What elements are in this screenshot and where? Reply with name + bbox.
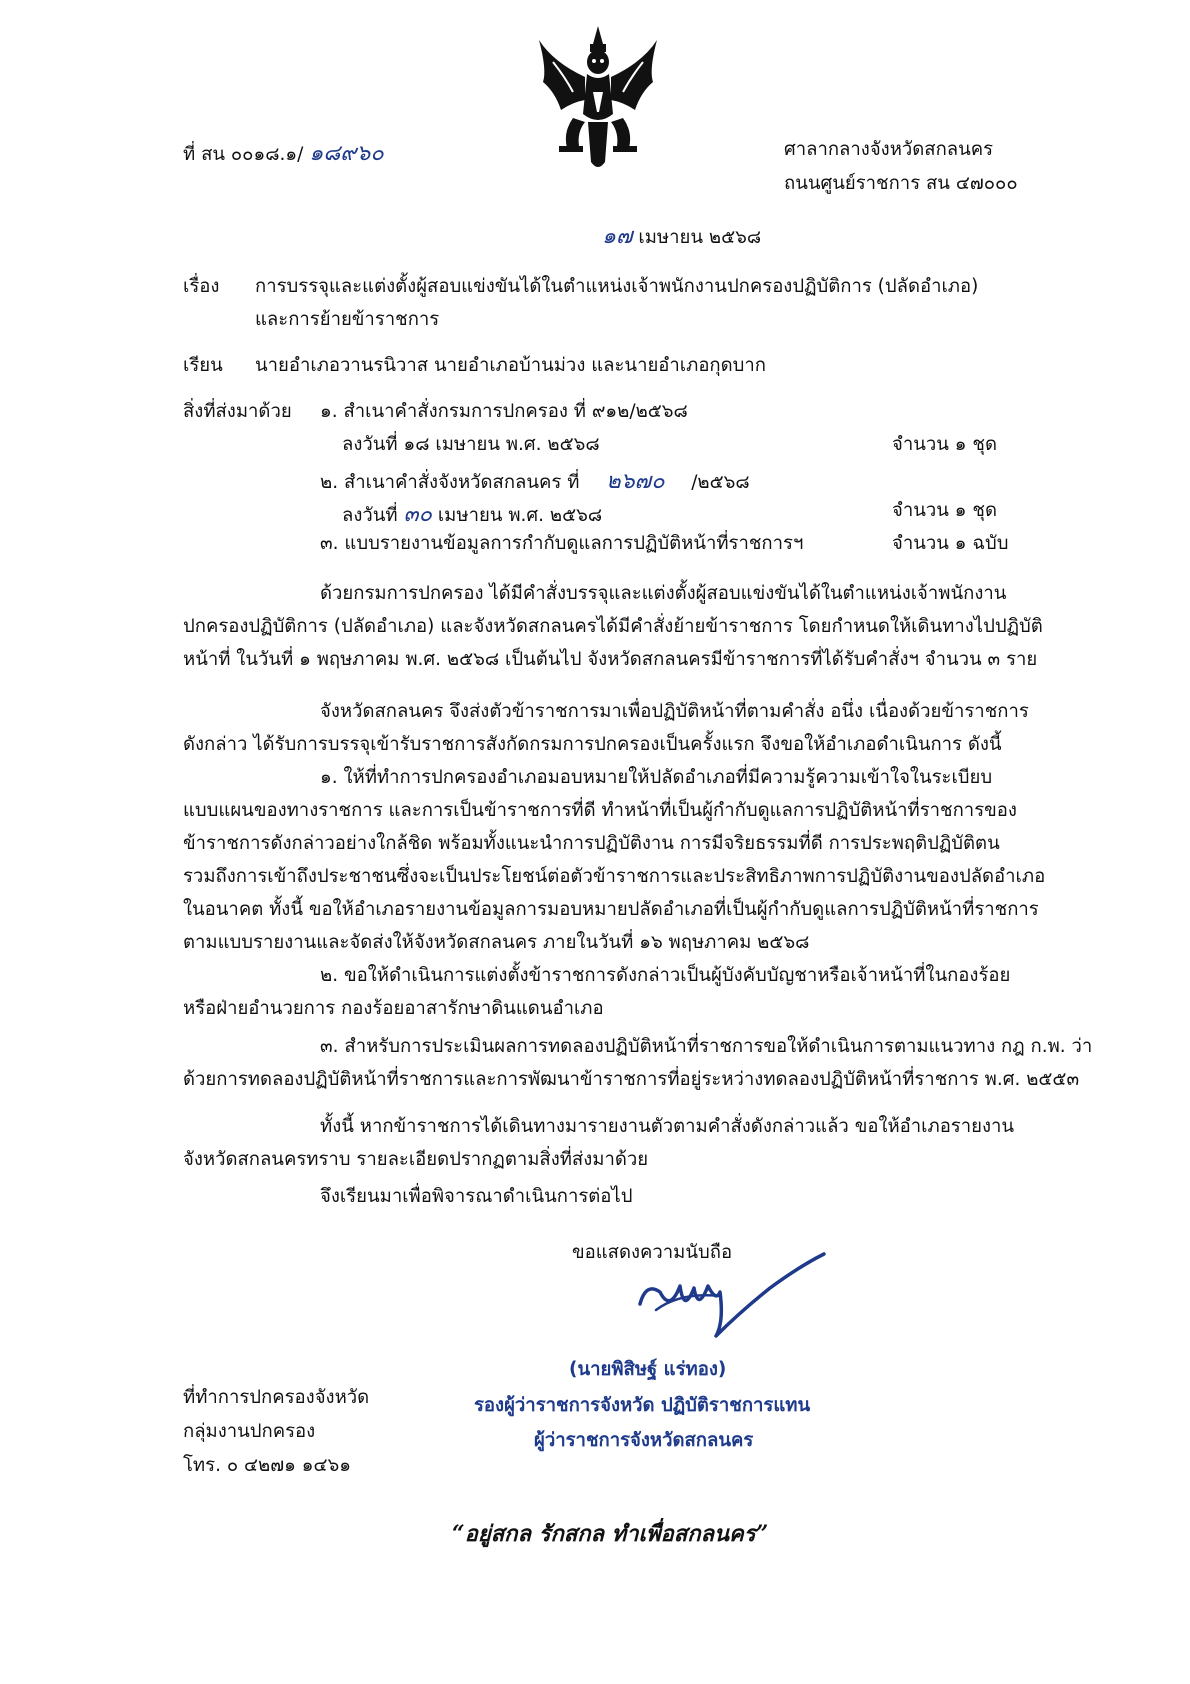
paragraph-1-line1: ด้วยกรมการปกครอง ได้มีคำสั่งบรรจุและแต่งตั้งผู้สอบแข่งขันได้ในตำแหน่งเจ้าพนักงาน <box>320 583 1007 604</box>
footer-phone: โทร. ๐ ๔๒๗๑ ๑๔๖๑ <box>183 1455 351 1476</box>
attachment-2-line2 <box>342 496 602 531</box>
office-address-line2: ถนนศูนย์ราชการ สน ๔๗๐๐๐ <box>784 173 1018 194</box>
paragraph-1-line3: หน้าที่ ในวันที่ ๑ พฤษภาคม พ.ศ. ๒๕๖๘ เป็นต้นไป จังหวัดสกลนครมีข้าราชการที่ได้รับคำสั่งฯ จำนวน ๓ ราย <box>183 649 1038 670</box>
attachments-label: สิ่งที่ส่งมาด้วย <box>183 401 292 422</box>
item-1-line1: ๑. ให้ที่ทำการปกครองอำเภอมอบหมายให้ปลัดอำเภอที่มีความรู้ความเข้าใจในระเบียบ <box>320 767 993 788</box>
subject-line1: การบรรจุและแต่งตั้งผู้สอบแข่งขันได้ในตำแหน่งเจ้าพนักงานปกครองปฏิบัติการ (ปลัดอำเภอ) <box>255 276 979 297</box>
footer-office-line2: กลุ่มงานปกครอง <box>183 1421 316 1442</box>
item-1-line6: ตามแบบรายงานและจัดส่งให้จังหวัดสกลนคร ภายในวันที่ ๑๖ พฤษภาคม ๒๕๖๘ <box>183 932 810 953</box>
doc-number-prefix: ที่ สน ๐๐๑๘.๑/ <box>183 144 304 165</box>
closing-request: จึงเรียนมาเพื่อพิจารณาดำเนินการต่อไป <box>320 1186 633 1207</box>
date-day-handwritten: ๑๗ <box>602 224 633 249</box>
item-2-line1: ๒. ขอให้ดำเนินการแต่งตั้งข้าราชการดังกล่าวเป็นผู้บังคับบัญชาหรือเจ้าหน้าที่ในกองร้อย <box>320 965 1011 986</box>
item-3-line1: ๓. สำหรับการประเมินผลการทดลองปฏิบัติหน้าที่ราชการขอให้ดำเนินการตามแนวทาง กฎ ก.พ. ว่า <box>320 1036 1093 1057</box>
attachment-2-suffix: /๒๕๖๘ <box>691 472 750 493</box>
document-date <box>602 218 761 253</box>
attachment-1-line2: ลงวันที่ ๑๘ เมษายน พ.ศ. ๒๕๖๘ <box>342 434 600 455</box>
attachment-2-prefix: ๒. สำเนาคำสั่งจังหวัดสกลนคร ที่ <box>320 472 580 493</box>
attachment-2-date-suffix: เมษายน พ.ศ. ๒๕๖๘ <box>437 505 603 526</box>
attachment-2-line1 <box>320 463 750 498</box>
motto: “อยู่สกล รักสกล ทำเพื่อสกลนคร” <box>452 1521 769 1547</box>
subject-line2: และการย้ายข้าราชการ <box>255 309 440 330</box>
signer-position-line2: ผู้ว่าราชการจังหวัดสกลนคร <box>534 1430 754 1451</box>
signer-position-line1: รองผู้ว่าราชการจังหวัด ปฏิบัติราชการแทน <box>474 1395 811 1416</box>
paragraph-3-line2: จังหวัดสกลนครทราบ รายละเอียดปรากฏตามสิ่งที่ส่งมาด้วย <box>183 1149 649 1170</box>
date-rest: เมษายน ๒๕๖๘ <box>638 227 762 248</box>
item-1-line3: ข้าราชการดังกล่าวอย่างใกล้ชิด พร้อมทั้งแนะนำการปฏิบัติงาน การมีจริยธรรมที่ดี การประพฤติปฏิบัติตน <box>183 833 1000 854</box>
footer-office-line1: ที่ทำการปกครองจังหวัด <box>183 1387 370 1408</box>
recipient-label: เรียน <box>183 355 223 376</box>
salutation: ขอแสดงความนับถือ <box>572 1242 733 1263</box>
attachment-2-day-handwritten: ๓๐ <box>403 502 432 527</box>
recipient-text: นายอำเภอวานรนิวาส นายอำเภอบ้านม่วง และนายอำเภอกุดบาก <box>255 355 766 376</box>
attachment-3-qty: จำนวน ๑ ฉบับ <box>892 533 1009 554</box>
office-address-line1: ศาลากลางจังหวัดสกลนคร <box>784 139 994 160</box>
paragraph-3-line1: ทั้งนี้ หากข้าราชการได้เดินทางมารายงานตัวตามคำสั่งดังกล่าวแล้ว ขอให้อำเภอรายงาน <box>320 1116 1015 1137</box>
attachment-1-line1: ๑. สำเนาคำสั่งกรมการปกครอง ที่ ๙๑๒/๒๕๖๘ <box>320 401 688 422</box>
paragraph-2-line2: ดังกล่าว ได้รับการบรรจุเข้ารับราชการสังกัดกรมการปกครองเป็นครั้งแรก จึงขอให้อำเภอดำเนินการ ดังนี้ <box>183 734 1002 755</box>
garuda-emblem <box>533 22 663 178</box>
item-1-line2: แบบแผนของทางราชการ และการเป็นข้าราชการที่ดี ทำหน้าที่เป็นผู้กำกับดูแลการปฏิบัติหน้าที่ราชการของ <box>183 800 1017 821</box>
item-1-line5: ในอนาคต ทั้งนี้ ขอให้อำเภอรายงานข้อมูลการมอบหมายปลัดอำเภอที่เป็นผู้กำกับดูแลการปฏิบัติหน้าที่ราชการ <box>183 899 1039 920</box>
attachment-2-date-prefix: ลงวันที่ <box>342 505 398 526</box>
signer-name: (นายพิสิษฐ์ แร่ทอง) <box>569 1359 727 1380</box>
attachment-2-qty: จำนวน ๑ ชุด <box>892 500 997 521</box>
attachment-1-qty: จำนวน ๑ ชุด <box>892 434 997 455</box>
item-1-line4: รวมถึงการเข้าถึงประชาชนซึ่งจะเป็นประโยชน์ต่อตัวข้าราชการและประสิทธิภาพการปฏิบัติงานของปลัดอำเภอ <box>183 866 1046 887</box>
paragraph-2-line1: จังหวัดสกลนคร จึงส่งตัวข้าราชการมาเพื่อปฏิบัติหน้าที่ตามคำสั่ง อนึ่ง เนื่องด้วยข้าราชการ <box>320 701 1029 722</box>
attachment-3: ๓. แบบรายงานข้อมูลการกำกับดูแลการปฏิบัติหน้าที่ราชการฯ <box>320 533 804 554</box>
handwritten-signature <box>620 1252 830 1342</box>
item-2-line2: หรือฝ่ายอำนวยการ กองร้อยอาสารักษาดินแดนอำเภอ <box>183 998 604 1019</box>
attachment-2-number-handwritten: ๒๖๗๐ <box>606 469 665 494</box>
paragraph-1-line2: ปกครองปฏิบัติการ (ปลัดอำเภอ) และจังหวัดสกลนครได้มีคำสั่งย้ายข้าราชการ โดยกำหนดให้เดินทางไปปฏิบัติ <box>183 616 1043 637</box>
doc-number <box>183 135 384 170</box>
subject-label: เรื่อง <box>183 276 220 297</box>
doc-number-handwritten: ๑๘๙๖๐ <box>309 141 384 166</box>
item-3-line2: ด้วยการทดลองปฏิบัติหน้าที่ราชการและการพัฒนาข้าราชการที่อยู่ระหว่างทดลองปฏิบัติหน้าที่ราชการ พ.ศ. ๒๕๕๓ <box>183 1069 1080 1090</box>
